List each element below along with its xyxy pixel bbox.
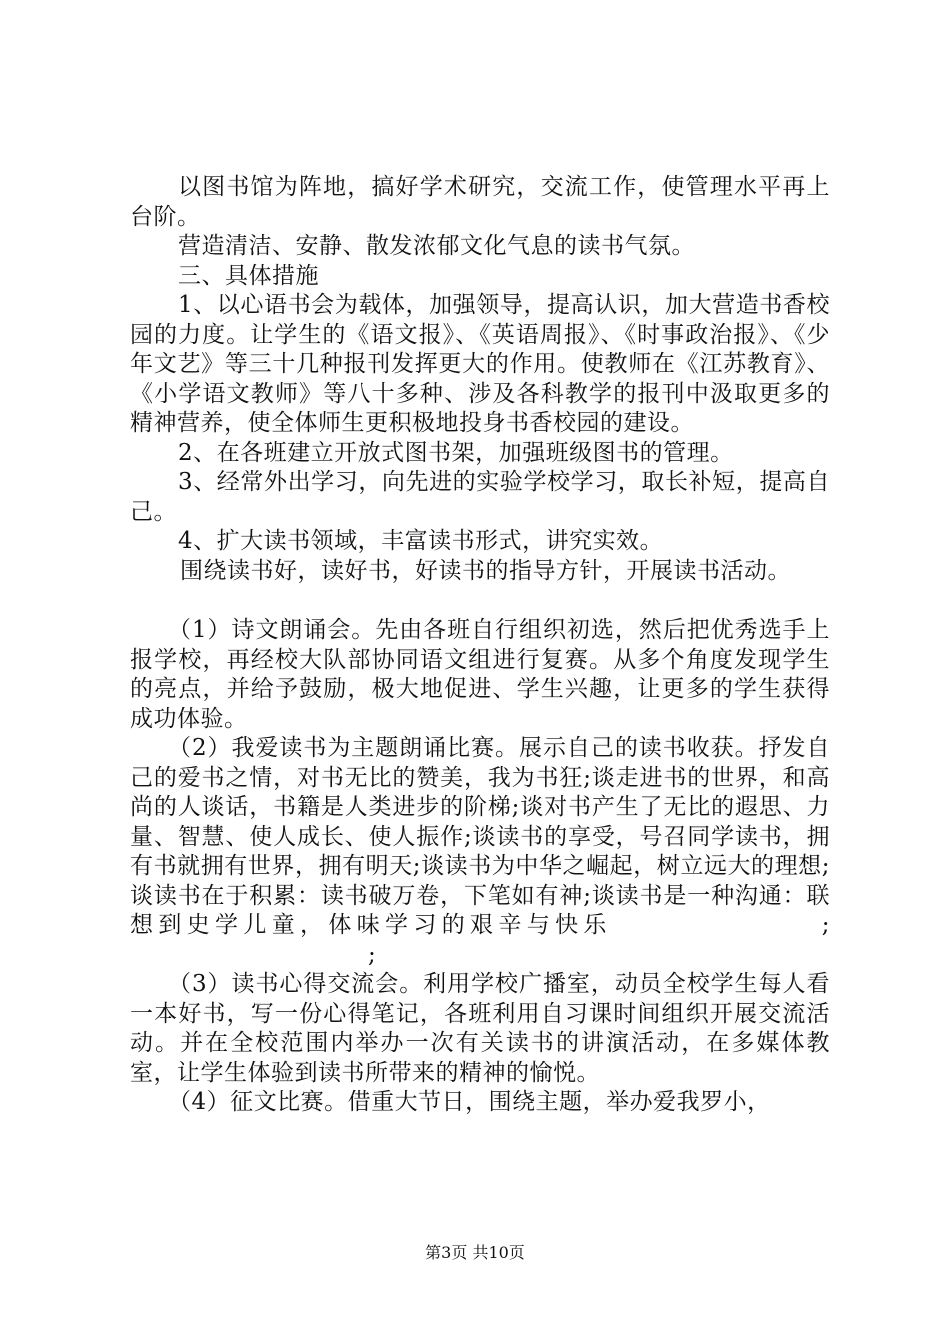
paragraph-activity-4: （4）征文比赛。借重大节日，围绕主题，举办爱我罗小，	[168, 1089, 771, 1115]
paragraph-activity-1: （1）诗文朗诵会。先由各班自行组织初选，然后把优秀选手上报学校，再经校大队部协同语文组进行复赛。从多个角度发现学生的亮点，并给予鼓励，极大地促进、学生兴趣，让更多的学生获得成功体验。	[130, 617, 830, 732]
activity-2-semicolon-1: ;	[821, 912, 830, 938]
paragraph-library-research: 以图书馆为阵地，搞好学术研究，交流工作，使管理水平再上台阶。	[130, 174, 830, 230]
paragraph-reading-atmosphere: 营造清洁、安静、散发浓郁文化气息的读书气氛。	[178, 233, 695, 259]
paragraph-spacer	[130, 586, 830, 616]
paragraph-activity-2	[130, 734, 830, 970]
page-number-footer: 第3页 共10页	[425, 1243, 525, 1262]
activity-2-semicolon-2: ;	[368, 941, 377, 968]
paragraph-activity-3: （3）读书心得交流会。利用学校广播室，动员全校学生每人看一本好书，写一份心得笔记，各班利用自习课时间组织开展交流活动。并在全校范围内举办一次有关读书的讲演活动，在多媒体教室，让学生体验到读书所带来的精神的愉悦。	[130, 971, 830, 1086]
paragraph-measure-4: 4、扩大读书领域，丰富读书形式，讲究实效。	[178, 528, 664, 554]
document-body	[130, 173, 830, 1118]
paragraph-measure-2: 2、在各班建立开放式图书架，加强班级图书的管理。	[178, 439, 734, 466]
section-heading-measures: 三、具体措施	[178, 262, 319, 289]
paragraph-measure-1: 1、以心语书会为载体，加强领导，提高认识，加大营造书香校园的力度。让学生的《语文报》、《英语周报》、《时事政治报》、《少年文艺》等三十几种报刊发挥更大的作用。使教师在《江苏教育》、《小学语文教师》等八十多种、涉及各科教学的报刊中汲取更多的精神营养，使全体师生更积极地投身书香校园的建设。	[130, 292, 830, 436]
activity-2-text: （2）我爱读书为主题朗诵比赛。展示自己的读书收获。抒发自己的爱书之情，对书无比的赞美，我为书狂;谈走进书的世界，和高尚的人谈话，书籍是人类进步的阶梯;谈对书产生了无比的遐思、力量、智慧、使人成长、使人振作;谈读书的享受，号召同学读书，拥有书就拥有世界，拥有明天;谈读书为中华之崛起，树立远大的理想;谈读书在于积累：读书破万卷，下笔如有神;谈读书是一种沟通：联想到史学儿童，体味学习的艰辛与快乐	[130, 735, 830, 938]
paragraph-reading-guideline: 围绕读书好，读好书，好读书的指导方针，开展读书活动。	[180, 557, 791, 584]
paragraph-measure-3: 3、经常外出学习，向先进的实验学校学习，取长补短，提高自己。	[130, 469, 830, 525]
